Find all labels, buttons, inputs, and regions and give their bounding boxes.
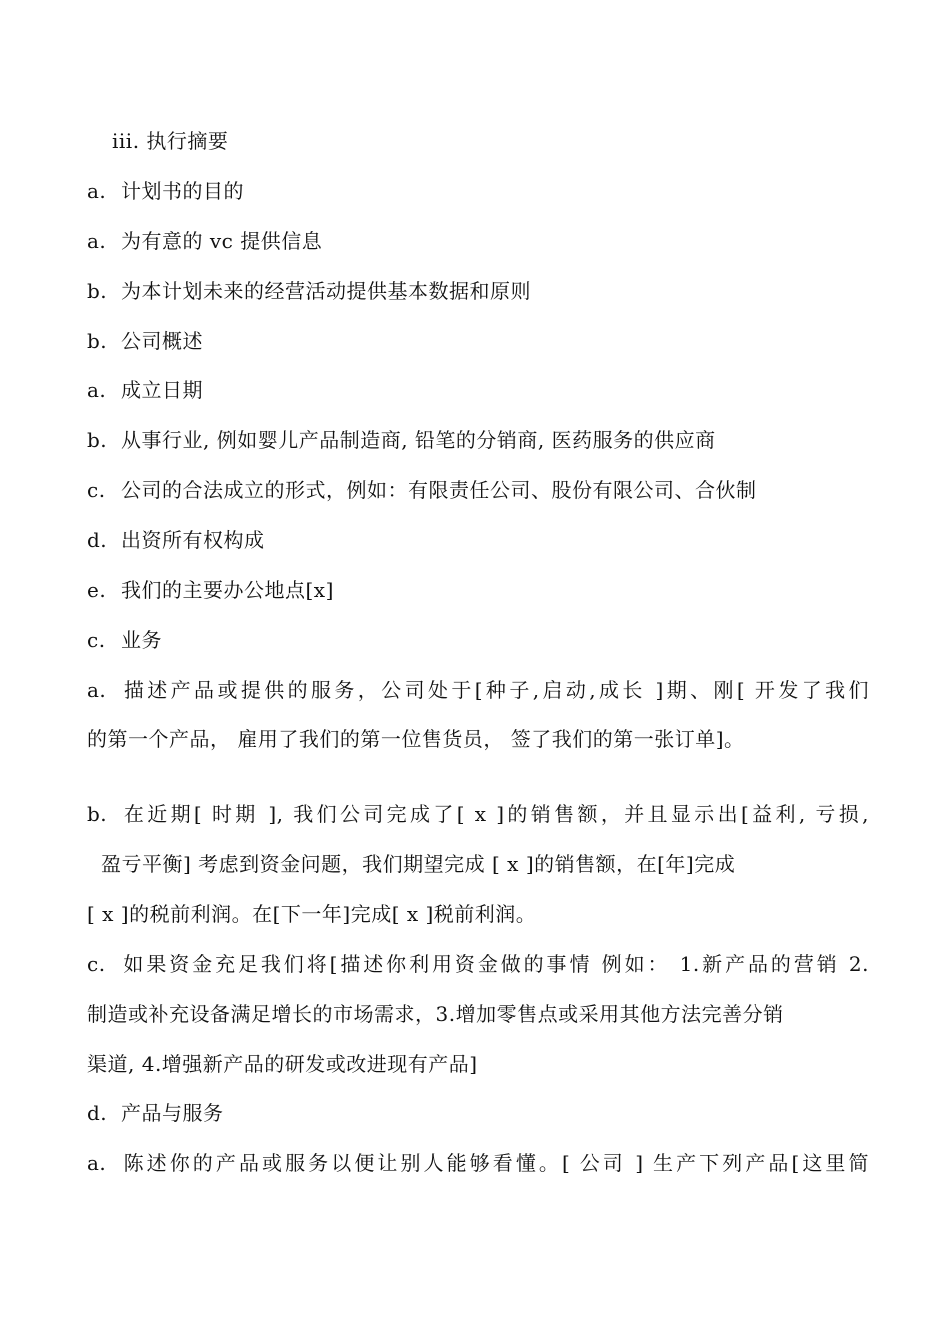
list-marker: a. (87, 378, 107, 402)
list-item (87, 478, 757, 502)
list-item-text: 业务 (121, 628, 162, 652)
list-item (87, 578, 334, 602)
paragraph-text: 描述产品或提供的服务，公司处于[种子,启动,成长 ]期、刚[ 开发了我们 (121, 678, 869, 702)
list-marker: d. (87, 1101, 108, 1125)
list-marker: b. (87, 279, 108, 303)
paragraph-text: 如果资金充足我们将[描述你利用资金做的事情 例如： 1.新产品的营销 2. (121, 952, 869, 976)
list-marker: e. (87, 578, 107, 602)
list-item (87, 378, 203, 402)
list-item-text: 公司概述 (121, 329, 203, 353)
list-item-text: 从事行业, 例如婴儿产品制造商, 铅笔的分销商, 医药服务的供应商 (121, 428, 716, 452)
list-item (87, 428, 716, 452)
list-marker: b. (87, 428, 108, 452)
list-marker: b. (87, 802, 108, 826)
paragraph-line: 渠道, 4.增强新产品的研发或改进现有产品] (87, 1052, 478, 1076)
paragraph-text: 在近期[ 时期 ], 我们公司完成了[ x ]的销售额，并且显示出[益利, 亏损, (121, 802, 869, 826)
list-item (87, 279, 531, 303)
paragraph-line (87, 952, 869, 976)
list-item (87, 1101, 224, 1125)
list-item-text: 我们的主要办公地点[x] (121, 578, 334, 602)
list-marker: c. (87, 628, 106, 652)
list-item-text: 公司的合法成立的形式，例如：有限责任公司、股份有限公司、合伙制 (121, 478, 757, 502)
list-item (87, 229, 322, 253)
list-marker: c. (87, 478, 106, 502)
list-item-text: 为有意的 vc 提供信息 (121, 229, 323, 253)
section-heading: iii. 执行摘要 (112, 129, 229, 153)
list-marker: c. (87, 952, 106, 976)
paragraph-line (87, 678, 869, 702)
paragraph-line (87, 802, 869, 826)
list-marker: a. (87, 1151, 107, 1175)
list-marker: a. (87, 179, 107, 203)
paragraph-line: 的第一个产品， 雇用了我们的第一位售货员， 签了我们的第一张订单]。 (87, 727, 745, 751)
paragraph-text: 陈述你的产品或服务以便让别人能够看懂。[ 公司 ] 生产下列产品[这里简 (121, 1151, 869, 1175)
list-marker: d. (87, 528, 108, 552)
paragraph-line: 盈亏平衡] 考虑到资金问题，我们期望完成 [ x ]的销售额，在[年]完成 (101, 852, 736, 876)
list-item (87, 528, 265, 552)
paragraph-line (87, 1151, 869, 1175)
list-item-text: 出资所有权构成 (121, 528, 265, 552)
list-item (87, 179, 244, 203)
list-item-text: 为本计划未来的经营活动提供基本数据和原则 (121, 279, 531, 303)
list-marker: a. (87, 678, 107, 702)
list-marker: b. (87, 329, 108, 353)
paragraph-line: 制造或补充设备满足增长的市场需求，3.增加零售点或采用其他方法完善分销 (87, 1002, 784, 1026)
list-item-text: 成立日期 (121, 378, 203, 402)
list-marker: a. (87, 229, 107, 253)
paragraph-line: [ x ]的税前利润。在[下一年]完成[ x ]税前利润。 (87, 902, 537, 926)
list-item-text: 产品与服务 (121, 1101, 224, 1125)
list-item (87, 628, 162, 652)
list-item (87, 329, 203, 353)
list-item-text: 计划书的目的 (121, 179, 244, 203)
